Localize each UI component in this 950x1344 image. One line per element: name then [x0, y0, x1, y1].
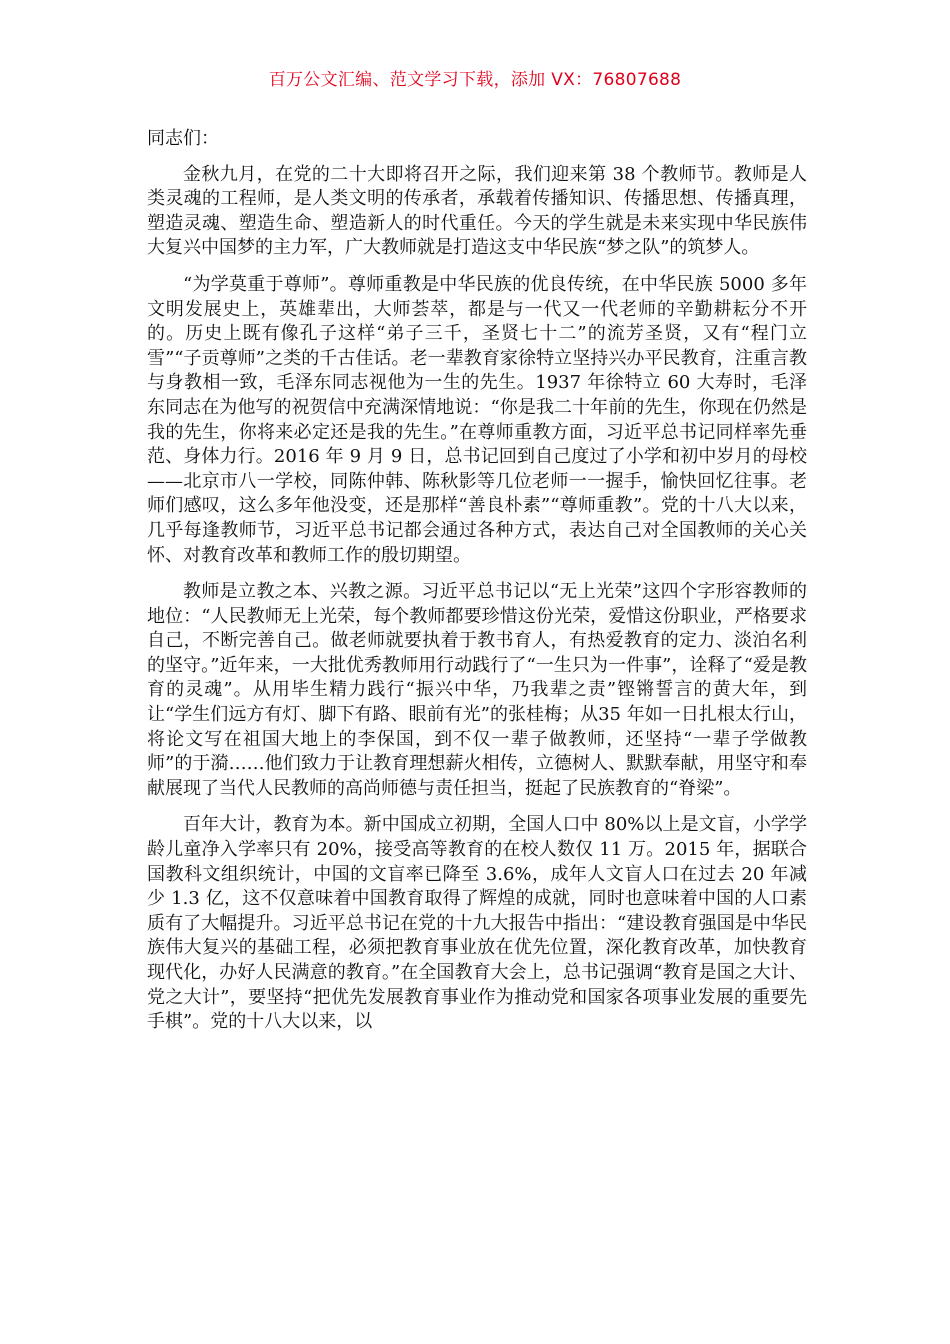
paragraph-2: “为学莫重于尊师”。尊师重教是中华民族的优良传统，在中华民族 5000 多年文明发展史上，英雄辈出，大师荟萃，都是与一代又一代老师的辛勤耕耘分不开的。历史上既有像孔子这样“弟子三千，圣贤七十二”的流芳圣贤，又有“程门立雪”“子贡尊师”之类的千古佳话。老一辈教育家徐特立坚持兴办平民教育，注重言教与身教相一致，毛泽东同志视他为一生的先生。1937 年徐特立 60 大寿时，毛泽东同志在为他写的祝贺信中充满深情地说：“你是我二十年前的先生，你现在仍然是我的先生，你将来必定还是我的先生。”在尊师重教方面，习近平总书记同样率先垂范、身体力行。2016 年 9 月 9 日，总书记回到自己度过了小学和初中岁月的母校——北京市八一学校，同陈仲韩、陈秋影等几位老师一一握手，愉快回忆往事。老师们感叹，这么多年他没变，还是那样“善良朴素”“尊师重教”。党的十八大以来，几乎每逢教师节，习近平总书记都会通过各种方式，表达自己对全国教师的关心关怀、对教育改革和教师工作的殷切期望。	[147, 273, 807, 566]
paragraph-1: 金秋九月，在党的二十大即将召开之际，我们迎来第 38 个教师节。教师是人类灵魂的工程师，是人类文明的传承者，承载着传播知识、传播思想、传播真理，塑造灵魂、塑造生命、塑造新人的时代重任。今天的学生就是未来实现中华民族伟大复兴中国梦的主力军，广大教师就是打造这支中华民族“梦之队”的筑梦人。	[147, 163, 807, 259]
paragraph-4: 百年大计，教育为本。新中国成立初期，全国人口中 80%以上是文盲，小学学龄儿童净入学率只有 20%，接受高等教育的在校人数仅 11 万。2015 年，据联合国教科文组织统计，中国的文盲率已降至 3.6%，成年人文盲人口在过去 20 年减少 1.3 亿，这不仅意味着中国教育取得了辉煌的成就，同时也意味着中国的人口素质有了大幅提升。习近平总书记在党的十九大报告中指出：“建设教育强国是中华民族伟大复兴的基础工程，必须把教育事业放在优先位置，深化教育改革，加快教育现代化，办好人民满意的教育。”在全国教育大会上，总书记强调“教育是国之大计、党之大计”，要坚持“把优先发展教育事业作为推动党和国家各项事业发展的重要先手棋”。党的十八大以来，以	[147, 814, 807, 1033]
header-banner: 百万公文汇编、范文学习下载，添加 VX：76807688	[268, 70, 682, 90]
salutation: 同志们：	[147, 128, 219, 149]
paragraph-3: 教师是立教之本、兴教之源。习近平总书记以“无上光荣”这四个字形容教师的地位：“人民教师无上光荣，每个教师都要珍惜这份光荣，爱惜这份职业，严格要求自己，不断完善自己。做老师就要执着于教书育人，有热爱教育的定力、淡泊名利的坚守。”近年来，一大批优秀教师用行动践行了“一生只为一件事”，诠释了“爱是教育的灵魂”。从用毕生精力践行“振兴中华，乃我辈之责”铿锵誓言的黄大年，到让“学生们远方有灯、脚下有路、眼前有光”的张桂梅；从35 年如一日扎根太行山，将论文写在祖国大地上的李保国，到不仅一辈子做教师，还坚持“一辈子学做教师”的于漪……他们致力于让教育理想薪火相传，立德树人、默默奉献，用坚守和奉献展现了当代人民教师的高尚师德与责任担当，挺起了民族教育的“脊梁”。	[147, 581, 807, 799]
document-body	[147, 127, 807, 1047]
